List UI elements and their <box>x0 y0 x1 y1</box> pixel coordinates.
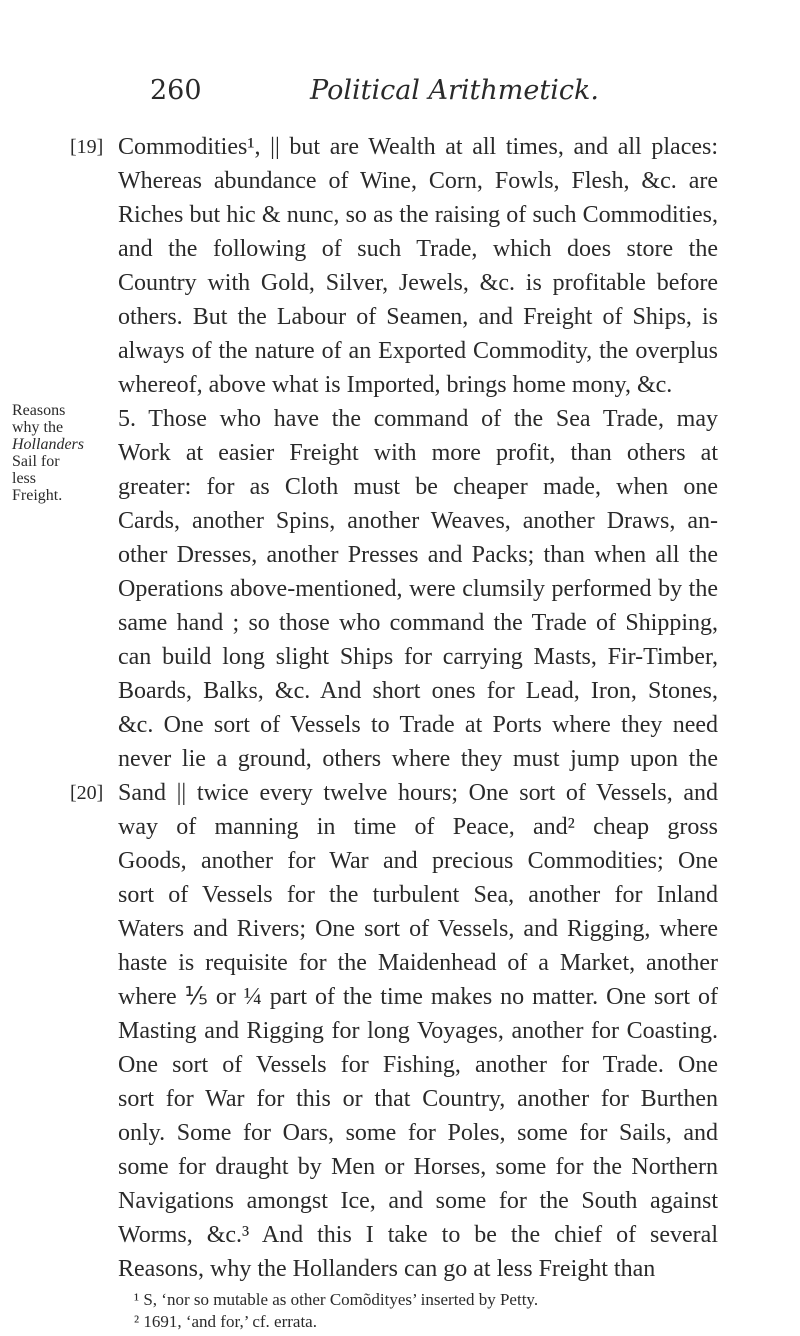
page-marker-19: [19] <box>70 136 104 158</box>
text-line: 5. Those who have the command of the Sea Trade, may <box>118 406 718 432</box>
text-line: Whereas abundance of Wine, Corn, Fowls, Flesh, &c. are <box>118 168 718 194</box>
text-line: Goods, another for War and precious Commodities; One <box>118 848 718 874</box>
footnote: ¹ S, ‘nor so mutable as other Comõdityes’ inserted by Petty. <box>134 1290 539 1309</box>
text-line: always of the nature of an Exported Commodity, the overplus <box>118 338 718 364</box>
text-line: other Dresses, another Presses and Packs; than when all the <box>118 542 718 568</box>
text-line: Commodities¹, || but are Wealth at all times, and all places: <box>118 134 718 160</box>
text-line: greater: for as Cloth must be cheaper made, when one <box>118 474 718 500</box>
text-line: sort of Vessels for the turbulent Sea, another for Inland <box>118 882 718 908</box>
sidenote: Reasons why the Hollanders Sail for less Freight. <box>12 402 84 504</box>
text-line: never lie a ground, others where they must jump upon the <box>118 746 718 772</box>
running-title: Political Arithmetick. <box>310 75 599 106</box>
text-line: Worms, &c.³ And this I take to be the chief of several <box>118 1222 718 1248</box>
text-line: others. But the Labour of Seamen, and Freight of Ships, is <box>118 304 718 330</box>
text-line: can build long slight Ships for carrying Masts, Fir-Timber, <box>118 644 718 670</box>
text-line: whereof, above what is Imported, brings home mony, &c. <box>118 372 673 398</box>
text-line: haste is requisite for the Maidenhead of a Market, another <box>118 950 718 976</box>
text-line: way of manning in time of Peace, and² cheap gross <box>118 814 718 840</box>
text-line: Work at easier Freight with more profit, than others at <box>118 440 718 466</box>
text-line: Navigations amongst Ice, and some for the South against <box>118 1188 718 1214</box>
text-line: Reasons, why the Hollanders can go at less Freight than <box>118 1256 656 1282</box>
text-line: and the following of such Trade, which does store the <box>118 236 718 262</box>
text-line: Riches but hic & nunc, so as the raising of such Commodities, <box>118 202 718 228</box>
text-line: some for draught by Men or Horses, some for the Northern <box>118 1154 718 1180</box>
page-number: 260 <box>150 75 202 106</box>
text-line: One sort of Vessels for Fishing, another for Trade. One <box>118 1052 718 1078</box>
text-line: Country with Gold, Silver, Jewels, &c. is profitable before <box>118 270 718 296</box>
text-line: where ⅕ or ¼ part of the time makes no matter. One sort of <box>118 984 718 1010</box>
text-line: Boards, Balks, &c. And short ones for Lead, Iron, Stones, <box>118 678 718 704</box>
text-line: only. Some for Oars, some for Poles, some for Sails, and <box>118 1120 718 1146</box>
footnote: ² 1691, ‘and for,’ cf. errata. <box>134 1312 317 1331</box>
text-line: sort for War for this or that Country, another for Burthen <box>118 1086 718 1112</box>
text-line: &c. One sort of Vessels to Trade at Ports where they need <box>118 712 718 738</box>
text-line: Waters and Rivers; One sort of Vessels, and Rigging, where <box>118 916 718 942</box>
text-line: Cards, another Spins, another Weaves, another Draws, an- <box>118 508 718 534</box>
text-line: same hand ; so those who command the Trade of Shipping, <box>118 610 718 636</box>
text-line: Operations above-mentioned, were clumsily performed by the <box>118 576 718 602</box>
text-line: Masting and Rigging for long Voyages, another for Coasting. <box>118 1018 718 1044</box>
page-marker-20: [20] <box>70 782 104 804</box>
text-line: Sand || twice every twelve hours; One sort of Vessels, and <box>118 780 718 806</box>
